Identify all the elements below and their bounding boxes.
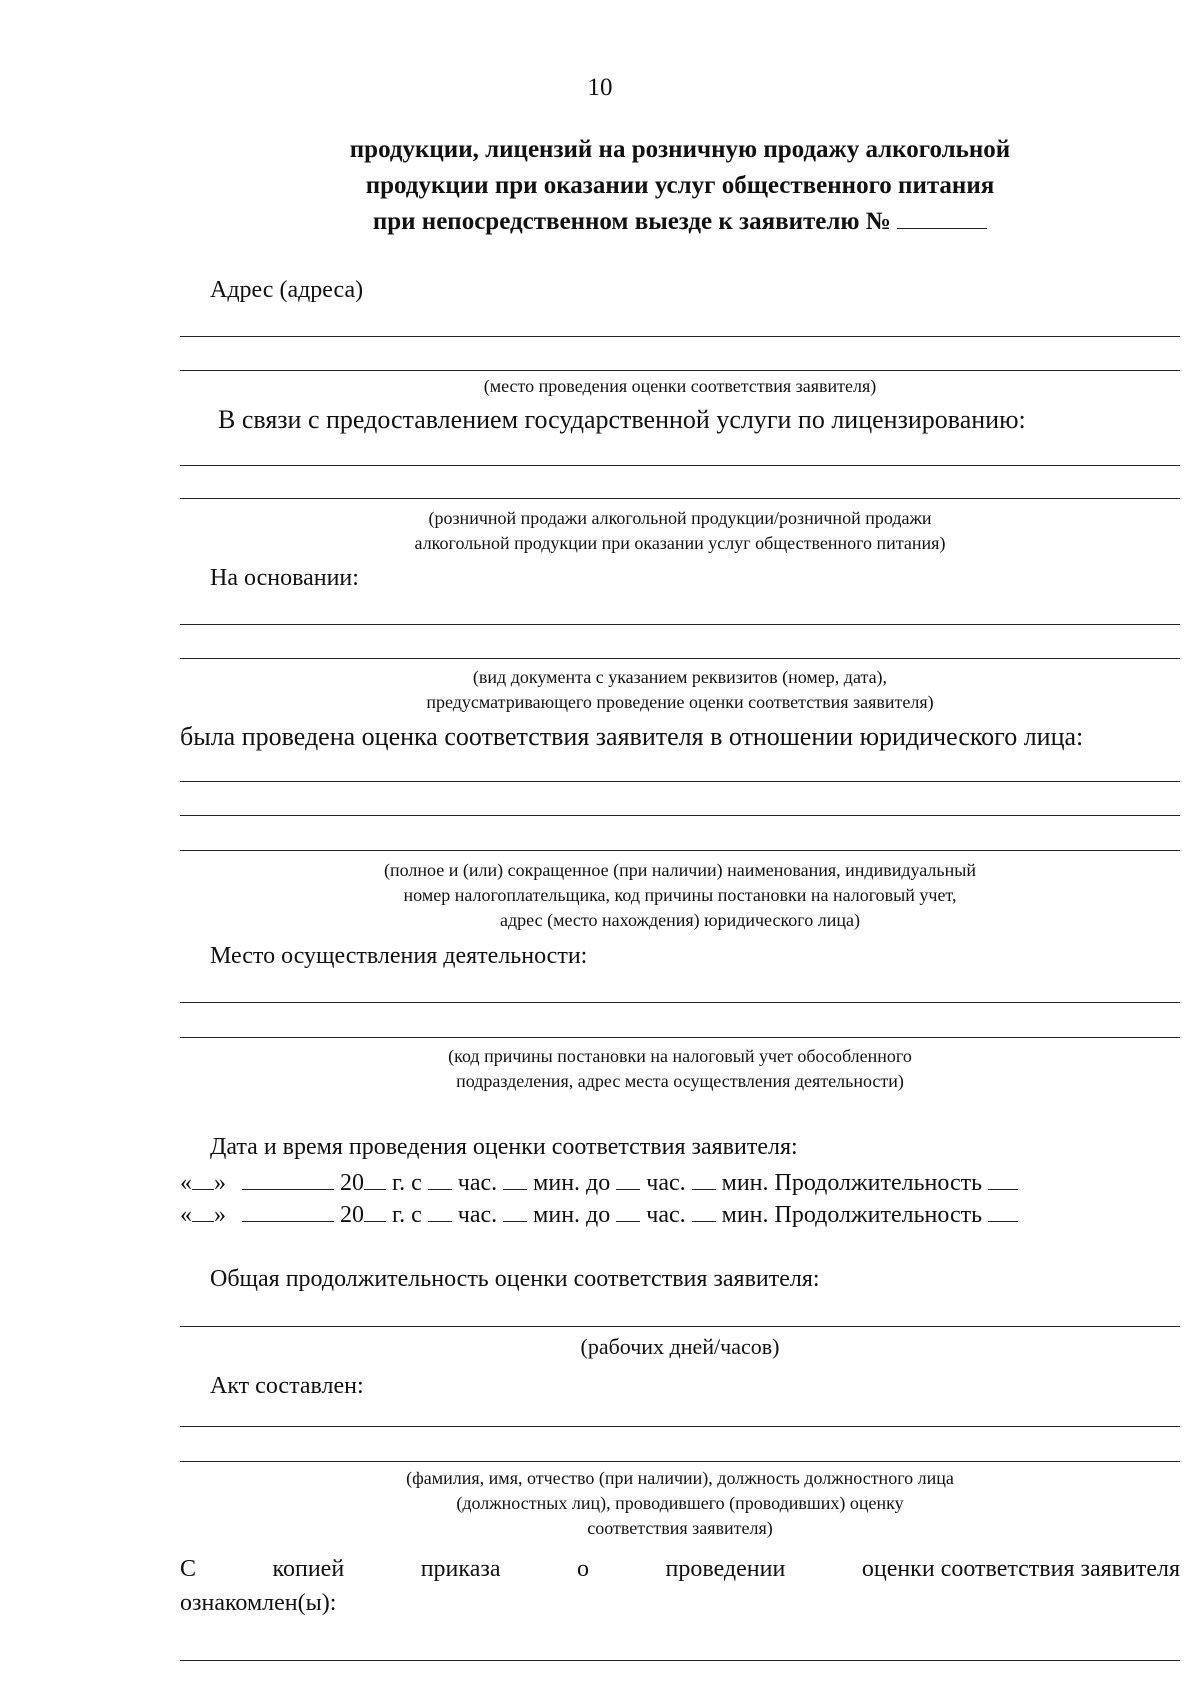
month-blank[interactable] (242, 1171, 334, 1190)
start-hour-blank[interactable] (428, 1171, 452, 1190)
date-time-row-1 (180, 1170, 1180, 1197)
basis-caption-line-2: предусматривающего проведение оценки соответствия заявителя) (426, 692, 934, 712)
close-quote: » (214, 1202, 226, 1228)
open-quote: « (180, 1202, 192, 1228)
minutes-to-text: мин. до (533, 1170, 611, 1196)
basis-line-1[interactable] (180, 624, 1180, 625)
title-line-2: продукции при оказании услуг общественного питания (365, 172, 995, 199)
acknowledgement-signature-line[interactable] (180, 1660, 1180, 1661)
total-duration-line[interactable] (180, 1326, 1180, 1327)
act-author-caption-line-2: (должностных лиц), проводившего (проводивших) оценку (456, 1493, 904, 1513)
start-hour-blank[interactable] (428, 1203, 452, 1222)
service-line-2[interactable] (180, 498, 1180, 499)
title-line-3 (250, 204, 1110, 240)
basis-caption (180, 665, 1180, 715)
start-minute-blank[interactable] (503, 1171, 527, 1190)
activity-place-line-1[interactable] (180, 1002, 1180, 1003)
act-author-line-1[interactable] (180, 1426, 1180, 1427)
end-minute-blank[interactable] (692, 1203, 716, 1222)
year-blank[interactable] (364, 1203, 386, 1222)
service-caption-line-2: алкогольной продукции при оказании услуг общественного питания) (414, 533, 946, 553)
ack-word: проведении (665, 1556, 786, 1582)
basis-label: На основании: (210, 565, 359, 591)
hours-text: час. (646, 1170, 686, 1196)
year-prefix: 20 (340, 1202, 364, 1228)
address-line-1[interactable] (180, 336, 1180, 337)
day-blank[interactable] (192, 1171, 214, 1190)
activity-place-label: Место осуществления деятельности: (210, 943, 588, 969)
act-author-caption-line-1: (фамилия, имя, отчество (при наличии), должность должностного лица (406, 1468, 954, 1488)
service-caption-line-1: (розничной продажи алкогольной продукции/розничной продажи (428, 508, 932, 528)
year-prefix: 20 (340, 1170, 364, 1196)
form-title (250, 132, 1110, 240)
end-hour-blank[interactable] (616, 1203, 640, 1222)
duration-blank[interactable] (988, 1203, 1018, 1222)
page-number: 10 (587, 74, 613, 101)
ack-word: копией (272, 1556, 345, 1582)
address-line-2[interactable] (180, 370, 1180, 371)
hours-text: час. (457, 1202, 498, 1228)
close-quote: » (214, 1170, 226, 1196)
acknowledgement-line-1 (180, 1556, 1180, 1583)
total-duration-label: Общая продолжительность оценки соответствия заявителя: (210, 1266, 820, 1292)
open-quote: « (180, 1170, 192, 1196)
day-blank[interactable] (192, 1203, 214, 1222)
from-text: г. с (392, 1202, 422, 1228)
activity-place-caption (180, 1044, 1180, 1094)
duration-blank[interactable] (988, 1171, 1018, 1190)
title-line-3-text: при непосредственном выезде к заявителю № (372, 208, 891, 235)
service-label: В связи с предоставлением государственной услуги по лицензированию: (218, 405, 1026, 434)
act-author-line-2[interactable] (180, 1461, 1180, 1462)
legal-entity-caption (180, 858, 1180, 933)
service-line-1[interactable] (180, 465, 1180, 466)
basis-line-2[interactable] (180, 658, 1180, 659)
start-minute-blank[interactable] (503, 1203, 527, 1222)
date-time-row-2 (180, 1202, 1180, 1229)
duration-text: Продолжительность (774, 1170, 983, 1196)
activity-place-line-2[interactable] (180, 1037, 1180, 1038)
act-number-blank[interactable] (897, 210, 987, 229)
legal-entity-line-3[interactable] (180, 850, 1180, 851)
ack-word: оценки соответствия заявителя (861, 1556, 1180, 1582)
address-label: Адрес (адреса) (210, 277, 364, 303)
hours-text: час. (457, 1170, 498, 1196)
activity-place-caption-line-2: подразделения, адрес места осуществления деятельности) (456, 1071, 904, 1091)
act-author-label: Акт составлен: (210, 1373, 364, 1399)
acknowledgement-line-2: ознакомлен(ы): (180, 1590, 337, 1616)
hours-text: час. (646, 1202, 686, 1228)
ack-word: о (577, 1556, 590, 1582)
address-caption: (место проведения оценки соответствия заявителя) (483, 376, 877, 396)
basis-caption-line-1: (вид документа с указанием реквизитов (номер, дата), (472, 667, 888, 687)
legal-entity-caption-line-3: адрес (место нахождения) юридического лица) (500, 910, 860, 930)
end-hour-blank[interactable] (616, 1171, 640, 1190)
title-line-1: продукции, лицензий на розничную продажу алкогольной (349, 136, 1011, 163)
ack-word: приказа (420, 1556, 501, 1582)
from-text: г. с (392, 1170, 422, 1196)
legal-entity-line-1[interactable] (180, 781, 1180, 782)
act-author-caption (180, 1466, 1180, 1541)
minutes-text: мин. (721, 1202, 769, 1228)
duration-text: Продолжительность (774, 1202, 983, 1228)
date-time-label: Дата и время проведения оценки соответствия заявителя: (210, 1134, 798, 1160)
minutes-text: мин. (721, 1170, 769, 1196)
total-duration-caption: (рабочих дней/часов) (580, 1334, 780, 1359)
year-blank[interactable] (364, 1171, 386, 1190)
act-author-caption-line-3: соответствия заявителя) (587, 1518, 773, 1538)
legal-entity-line-2[interactable] (180, 815, 1180, 816)
month-blank[interactable] (242, 1203, 334, 1222)
legal-entity-label: была проведена оценка соответствия заявителя в отношении юридического лица: (180, 722, 1084, 751)
legal-entity-caption-line-2: номер налогоплательщика, код причины постановки на налоговый учет, (403, 885, 957, 905)
legal-entity-caption-line-1: (полное и (или) сокращенное (при наличии) наименования, индивидуальный (384, 860, 976, 880)
minutes-to-text: мин. до (533, 1202, 611, 1228)
ack-word: С (180, 1556, 197, 1582)
activity-place-caption-line-1: (код причины постановки на налоговый учет обособленного (448, 1046, 912, 1066)
service-caption (180, 506, 1180, 556)
end-minute-blank[interactable] (692, 1171, 716, 1190)
